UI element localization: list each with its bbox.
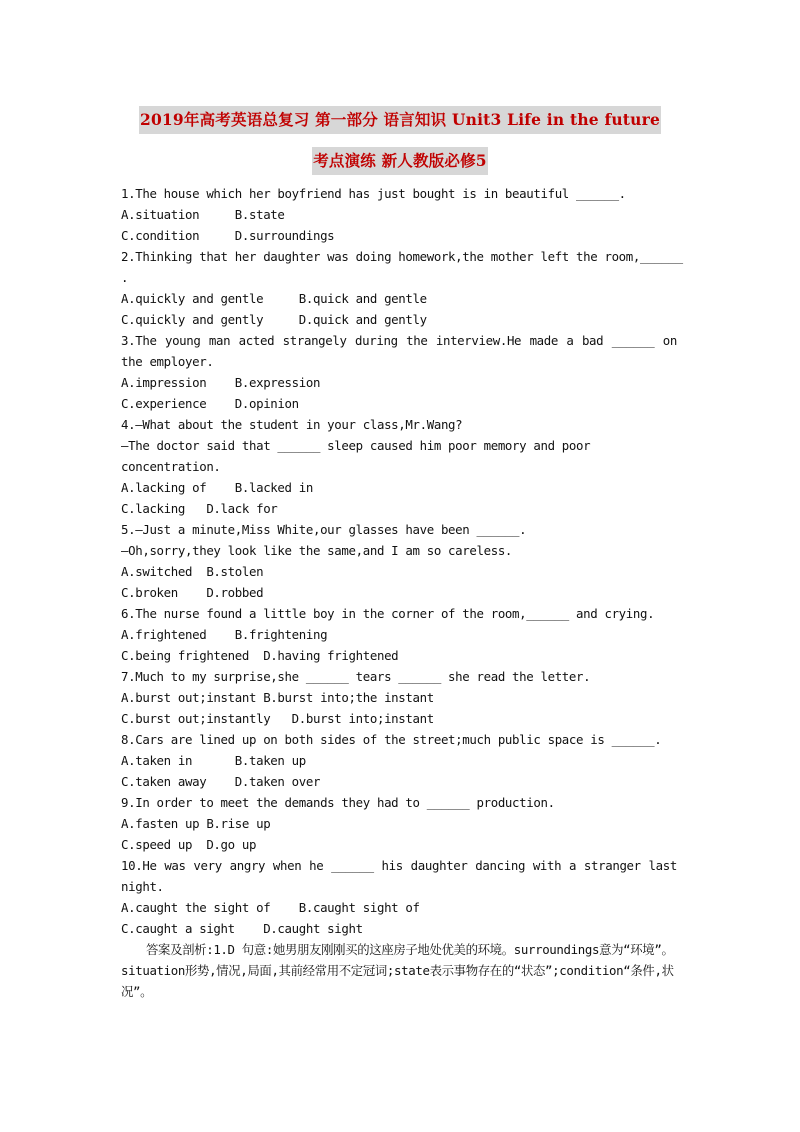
text-line: A.lacking of B.lacked in	[121, 480, 313, 495]
text-line: C.broken D.robbed	[121, 585, 264, 600]
text-line: C.condition D.surroundings	[121, 228, 335, 243]
text-line: A.quickly and gentle B.quick and gentle	[121, 291, 427, 306]
text-line: night.	[121, 879, 164, 894]
text-line: A.taken in B.taken up	[121, 753, 306, 768]
text-line: A.frightened B.frightening	[121, 627, 328, 642]
text-line: C.quickly and gently D.quick and gently	[121, 312, 427, 327]
text-line: concentration.	[121, 459, 221, 474]
text-line: 4.—What about the student in your class,Mr.Wang?	[121, 417, 463, 432]
text-line: —Oh,sorry,they look like the same,and I am so careless.	[121, 543, 513, 558]
text-line: 10.He was very angry when he ______ his daughter dancing with a stranger last	[121, 858, 677, 873]
text-line: C.caught a sight D.caught sight	[121, 921, 363, 936]
text-line: 8.Cars are lined up on both sides of the street;much public space is ______.	[121, 732, 662, 747]
text-line: 6.The nurse found a little boy in the corner of the room,______ and crying.	[121, 606, 655, 621]
text-line: A.switched B.stolen	[121, 564, 264, 579]
page-title: 2019年高考英语总复习 第一部分 语言知识 Unit3 Life in the future	[0, 108, 800, 130]
text-line: the employer.	[121, 354, 214, 369]
text-line: A.caught the sight of B.caught sight of	[121, 900, 420, 915]
text-line: C.burst out;instantly D.burst into;instant	[121, 711, 434, 726]
text-line: A.burst out;instant B.burst into;the instant	[121, 690, 434, 705]
text-line: C.speed up D.go up	[121, 837, 257, 852]
text-line: A.impression B.expression	[121, 375, 321, 390]
text-line: —The doctor said that ______ sleep caused him poor memory and poor	[121, 438, 591, 453]
text-line: .	[121, 270, 129, 285]
text-line: C.lacking D.lack for	[121, 501, 278, 516]
text-line: C.taken away D.taken over	[121, 774, 321, 789]
text-line: 7.Much to my surprise,she ______ tears ______ she read the letter.	[121, 669, 591, 684]
text-line: C.being frightened D.having frightened	[121, 648, 399, 663]
text-line: 5.—Just a minute,Miss White,our glasses have been ______.	[121, 522, 527, 537]
text-line: C.experience D.opinion	[121, 396, 299, 411]
text-line: 3.The young man acted strangely during the interview.He made a bad ______ on	[121, 333, 677, 348]
question-body	[121, 183, 683, 1002]
text-line: 2.Thinking that her daughter was doing homework,the mother left the room,______	[121, 249, 683, 264]
text-line: A.situation B.state	[121, 207, 285, 222]
answer-explanation: 答案及剖析:1.D 句意:她男朋友刚刚买的这座房子地处优美的环境。surroundings意为“环境”。situation形势,情况,局面,其前经常用不定冠词;state表示事物存在的“状态”;condition“条件,状况”。	[121, 942, 674, 999]
page-subtitle: 考点演练 新人教版必修5	[0, 149, 800, 171]
text-line: A.fasten up B.rise up	[121, 816, 271, 831]
text-line: 9.In order to meet the demands they had to ______ production.	[121, 795, 555, 810]
text-line: 1.The house which her boyfriend has just bought is in beautiful ______.	[121, 186, 626, 201]
